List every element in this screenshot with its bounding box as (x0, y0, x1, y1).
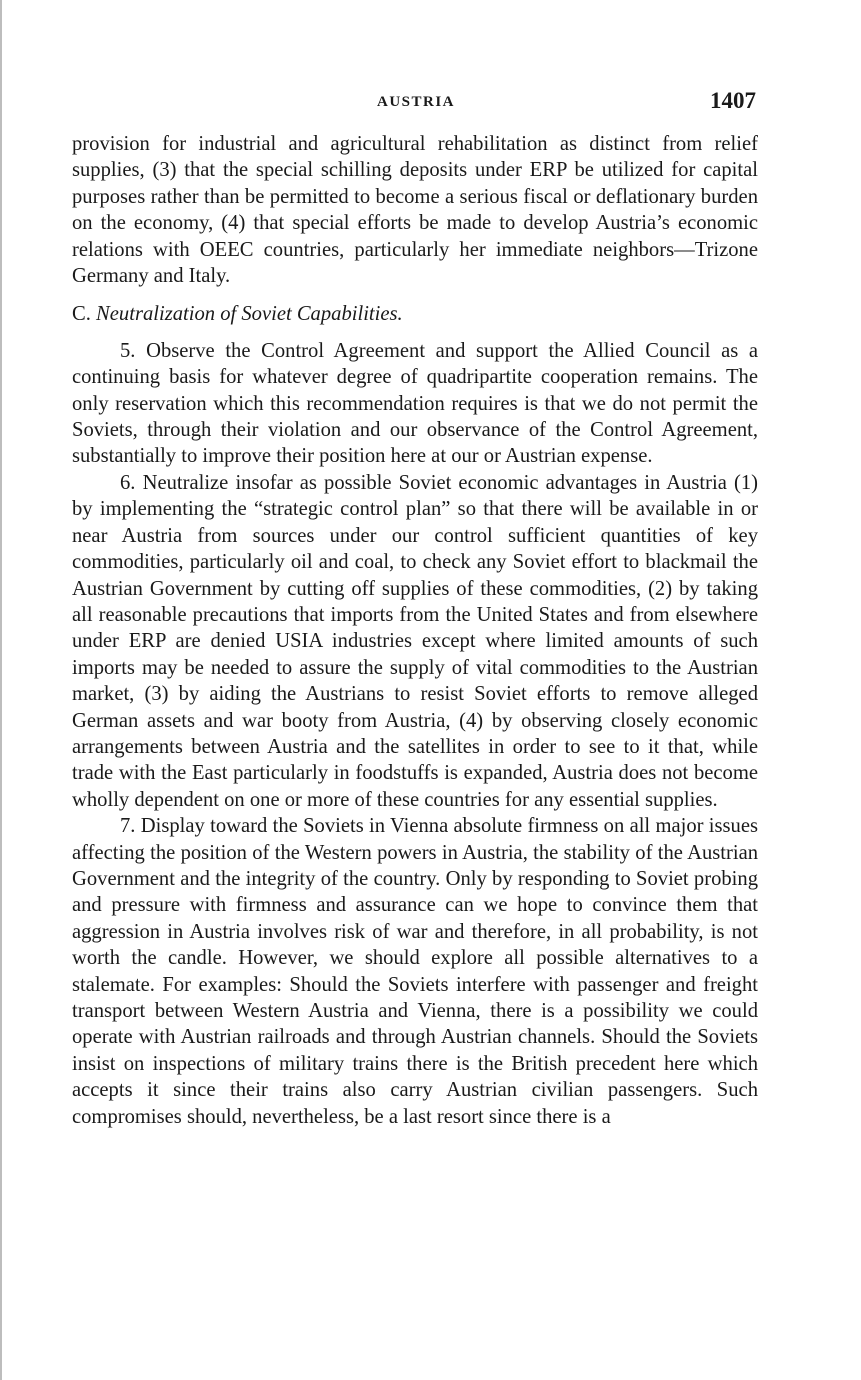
page-number: 1407 (710, 88, 756, 113)
paragraph-6: 6. Neutralize insofar as possible Soviet economic advantages in Austria (1) by implementing the “strategic control plan” so that there will be available in or near Austria from sources under our control sufficient quantities of key commodities, particularly oil and coal, to check any Soviet effort to blackmail the Austrian Government by cutting off supplies of these commodities, (2) by taking all reasonable precautions that imports from the United States and from elsewhere under ERP are denied USIA industries except where limited amounts of such imports may be needed to assure the supply of vital commodities to the Austrian market, (3) by aiding the Austrians to resist Soviet efforts to remove alleged German assets and war booty from Austria, (4) by observing closely economic arrangements between Austria and the satellites in order to see to it that, while trade with the East particularly in foodstuffs is expanded, Austria does not become wholly dependent on one or more of these countries for any essential supplies. (72, 471, 758, 811)
section-title: Neutralization of Soviet Capabilities. (96, 303, 403, 326)
running-title: AUSTRIA (376, 94, 455, 110)
paragraph-5: 5. Observe the Control Agreement and support the Allied Council as a continuing basis for whatever degree of quadripartite cooperation remains. The only reservation which this recommendation requires is that we do not permit the Soviets, through their violation and our observance of the Control Agreement, substantially to improve their position here at our or Austrian expense. (72, 339, 758, 468)
continuation-paragraph: provision for industrial and agricultural rehabilitation as distinct from relief supplies, (3) that the special schilling deposits under ERP be utilized for capital purposes rather than be permitted to become a serious fiscal or deflationary burden on the economy, (4) that special efforts be made to develop Austria’s economic relations with OEEC countries, particularly her immediate neighbors—Trizone Germany and Italy. (72, 133, 758, 288)
page-edge-line (0, 0, 2, 1380)
body-text (72, 131, 758, 1130)
section-letter: C. (72, 303, 91, 326)
section-heading (72, 301, 758, 327)
running-head (72, 88, 760, 118)
paragraph-7: 7. Display toward the Soviets in Vienna absolute firmness on all major issues affecting the position of the Western powers in Austria, the stability of the Austrian Government and the integrity of the country. Only by responding to Soviet probing and pressure with firmness and assurance can we hope to convince them that aggression in Austria involves risk of war and therefore, in all probability, is not worth the candle. However, we should explore all possible alternatives to a stalemate. For examples: Should the Soviets interfere with passenger and freight transport between Western Austria and Vienna, there is a possibility we could operate with Austrian railroads and through Austrian channels. Should the Soviets insist on inspections of military trains there is the British precedent here which accepts it since their trains also carry Austrian civilian passengers. Such compromises should, nevertheless, be a last resort since there is a (72, 815, 758, 1128)
